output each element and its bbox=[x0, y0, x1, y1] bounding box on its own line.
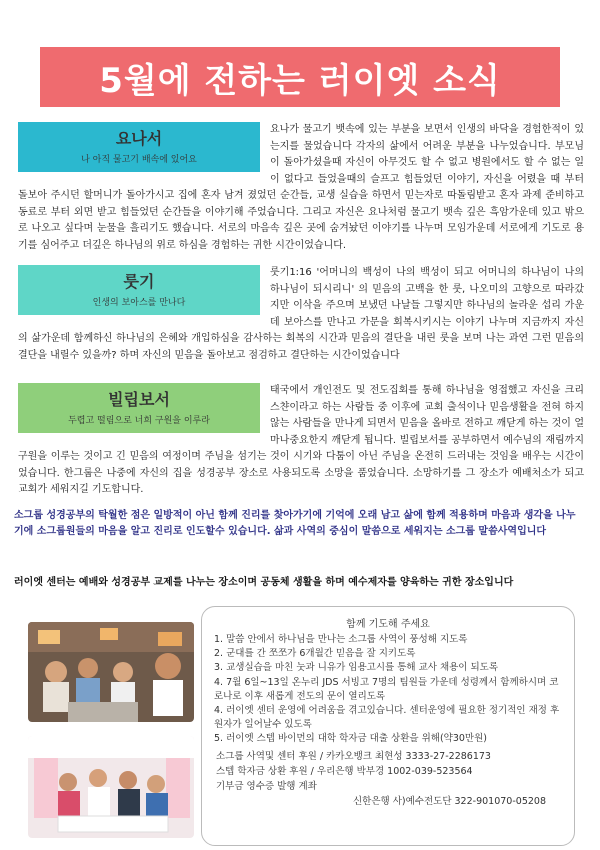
prayer-title: 함께 기도해 주세요 bbox=[346, 619, 430, 630]
prayer-item: 2. 군대를 간 쪼쪼가 6개월간 믿음을 잘 지키도록 bbox=[214, 648, 416, 660]
title-banner bbox=[40, 47, 560, 107]
section-subtitle: 인생의 보아스를 만나다 bbox=[92, 297, 186, 308]
support-info bbox=[216, 749, 566, 809]
prayer-request-box bbox=[201, 606, 575, 846]
support-line: 스텝 학자금 상환 후원 / 우리은행 박부경 1002-039-523564 bbox=[216, 766, 473, 777]
section-subtitle: 두렵고 떨림으로 너희 구원을 이루라 bbox=[68, 415, 210, 426]
prayer-item: 4. 러이엣 센터 운영에 어려움을 겪고있습니다. 센터운영에 필요한 정기적인 재정 후원자가 일어날수 있도록 bbox=[214, 705, 560, 731]
section-ruth bbox=[18, 265, 584, 364]
section-philippians bbox=[18, 383, 584, 499]
section-name: 빌립보서 bbox=[108, 389, 170, 409]
group-photo-1 bbox=[28, 622, 194, 722]
section-tag-philippians bbox=[18, 383, 260, 433]
section-name: 요나서 bbox=[115, 128, 163, 148]
support-line: 신한은행 사)예수전도단 322-901070-05208 bbox=[353, 796, 546, 807]
section-name: 룻기 bbox=[123, 271, 155, 291]
prayer-item: 4. 7월 6일~13일 온누리 JDS 서빙고 7명의 팀원들 가운데 성령께서 함께하시며 코로나로 이후 새롭게 전도의 문이 열리도록 bbox=[214, 676, 559, 702]
section-subtitle: 나 아직 물고기 배속에 있어요 bbox=[81, 154, 197, 165]
prayer-item: 1. 말씀 안에서 하나님을 만나는 소그룹 사역이 풍성해 지도록 bbox=[214, 634, 468, 645]
section-tag-ruth bbox=[18, 265, 260, 315]
section-text: 룻기1:16 '어머니의 백성이 나의 백성이 되고 어머니의 하나님이 나의 하나님이 되시리니' 의 믿음의 고백을 한 룻, 나오미의 고향으로 따라갔지만 이삭을 주으며 보냈던 나날들 그렇지만 하나님의 놀라운 섭리 가운데 보아스를 만나고 가문을 회복시키시는 이야기 나누며 지금까지 자신의 삶가운데 함께하신 하나님의 은혜와 개입하심을 감사하는 회복의 시간과 믿음의 결단을 내린 룻을 보며 나는 과연 그런 믿음의 결단을 내릴수 있을까? 하며 자신의 믿음을 돌아보고 점검하고 결단하는 시간이었습니다 bbox=[18, 267, 584, 361]
section-text: 태국에서 개인전도 및 전도집회를 통해 하나님을 영접했고 자신을 크리스챤이라고 하는 사람들 중 이후에 교회 출석이나 믿음생활을 전혀 하지 않는 사람들을 만나게 되면서 믿음을 올바로 전하고 깨닫게 하는 것이 얼마나중요한지 깨닫게 됩니다. 빌립보서를 공부하면서 예수님의 재림까지 구원을 이루는 것이고 긴 믿음의 여정이며 주님을 섬기는 것이 시기와 다툼이 아닌 주님을 온전히 드러내는 것임을 배우는 시간이었습니다. 한그룹은 나중에 자신의 집을 성경공부 장소로 사용되도록 소망을 품었습니다. 소망하기를 그 장소가 예배처소가 되고 교회가 세워지길 기도합니다. bbox=[18, 385, 584, 495]
support-line: 기부금 영수증 발행 계좌 bbox=[216, 781, 317, 792]
highlight-text: 소그룹 성경공부의 탁월한 점은 일방적이 아닌 함께 진리를 찾아가기에 기억에 오래 남고 삶에 함께 적용하며 마음과 생각을 나누기에 소그룹원들의 마음을 알고 진리로 인도할수 있습니다. 삶과 사역의 중심이 말씀으로 세워지는 소그룹 말씀사역입니다 bbox=[14, 510, 576, 537]
page-title: 5월에 전하는 러이엣 소식 bbox=[99, 60, 501, 101]
prayer-list bbox=[214, 633, 564, 747]
section-tag-jonah bbox=[18, 122, 260, 172]
section-text: 요나가 물고기 뱃속에 있는 부분을 보면서 인생의 바닥을 경험한적이 있는지를 물었습니다 각자의 삶에서 어려운 부분을 나누었습니다. 부모님이 돌아가셨을때 자신이 아무것도 할 수 없고 병원에서도 할 수 없는 일이 없다고 들었을때의 슬프고 힘들었던 이야기, 자신을 어렸을 때 부터 돌보아 주시던 할머니가 돌아가시고 집에 혼자 남겨 졌었던 순간들, 교생 실습을 하면서 믿는자로 따돌림받고 혼자 과제 준비하고 동료로 부터 외면 받고 힘들었던 순간들을 이야기해 주었습니다. 그리고 자신은 요나처럼 물고기 뱃속 깊은 흑암가운데 있고 밖으로 나오고 싶다며 눈물을 흘리기도 했습니다. 서로의 마음속 깊은 곳에 숨겨놨던 이야기를 나누며 모임가운데 서로에게 기도로 용기를 심어주고 더깊은 하나님의 위로 하심을 경험하는 귀한 시간이었습니다. bbox=[18, 124, 584, 251]
prayer-item: 3. 교생실습을 마친 눗과 니유가 임용고시를 통해 교사 채용이 되도록 bbox=[214, 662, 499, 674]
mission-statement: 러이엣 센터는 예배와 성경공부 교제를 나누는 장소이며 공동체 생활을 하며 예수제자를 양육하는 귀한 장소입니다 bbox=[14, 577, 514, 588]
support-line: 소그룹 사역및 센터 후원 / 카카오뱅크 최현성 3333-27-2286173 bbox=[216, 751, 491, 762]
group-photo-2 bbox=[28, 736, 194, 838]
prayer-item: 5. 러이엣 스텝 바이먼의 대학 학자금 대출 상환을 위해(약30만원) bbox=[214, 733, 487, 745]
section-jonah bbox=[18, 122, 584, 254]
